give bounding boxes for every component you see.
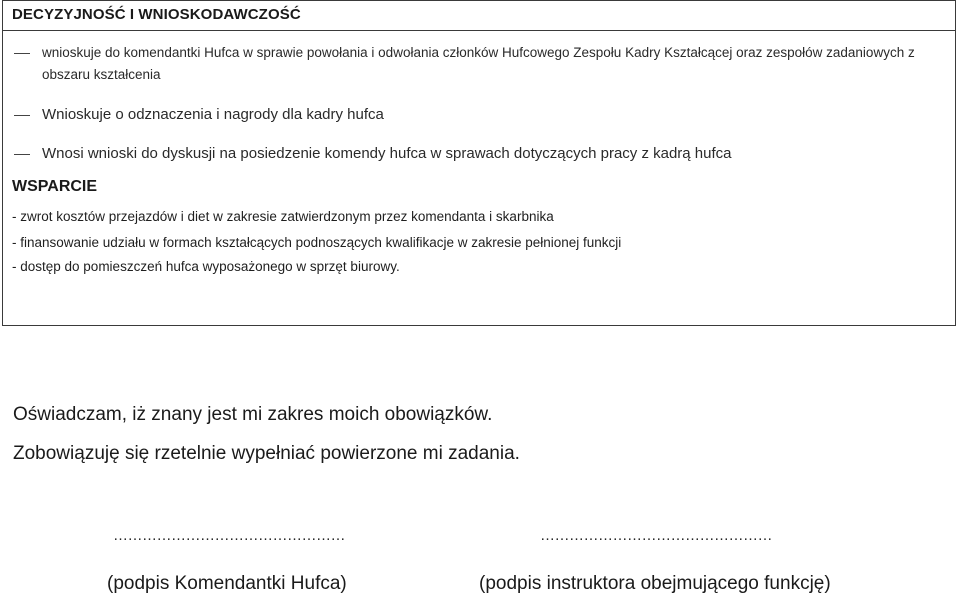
responsibilities-table — [2, 0, 956, 326]
section-heading-support: WSPARCIE — [12, 178, 98, 195]
declaration-line: Oświadczam, iż znany jest mi zakres moich obowiązków. — [13, 404, 493, 425]
dash-bullet-icon — [14, 154, 30, 155]
support-line: - zwrot kosztów przejazdów i diet w zakresie zatwierdzonym przez komendanta i skarbnika — [12, 209, 554, 224]
signature-label-right: (podpis instruktora obejmującego funkcję) — [479, 573, 831, 594]
table-header-row — [3, 1, 955, 31]
support-line: - dostęp do pomieszczeń hufca wyposażonego w sprzęt biurowy. — [12, 259, 400, 274]
list-item: Wnioskuje o odznaczenia i nagrody dla kadry hufca — [42, 106, 384, 123]
list-item: Wnosi wnioski do dyskusji na posiedzenie komendy hufca w sprawach dotyczących pracy z kadrą hufca — [42, 145, 732, 162]
signature-line-right: ………………………………………… — [540, 527, 772, 544]
list-item: wnioskuje do komendantki Hufca w sprawie powołania i odwołania członków Hufcowego Zespołu Kadry Kształcącej oraz zespołów zadaniowych z obszaru kształcenia — [42, 45, 915, 82]
section-heading-decisions: DECYZYJNOŚĆ I WNIOSKODAWCZOŚĆ — [12, 6, 301, 23]
signature-label-left: (podpis Komendantki Hufca) — [107, 573, 347, 594]
support-line: - finansowanie udziału w formach kształcących podnoszących kwalifikacje w zakresie pełnionej funkcji — [12, 235, 622, 250]
dash-bullet-icon — [14, 115, 30, 116]
declaration-line: Zobowiązuję się rzetelnie wypełniać powierzone mi zadania. — [13, 443, 520, 464]
signature-line-left: ………………………………………… — [113, 527, 345, 544]
dash-bullet-icon — [14, 53, 30, 54]
